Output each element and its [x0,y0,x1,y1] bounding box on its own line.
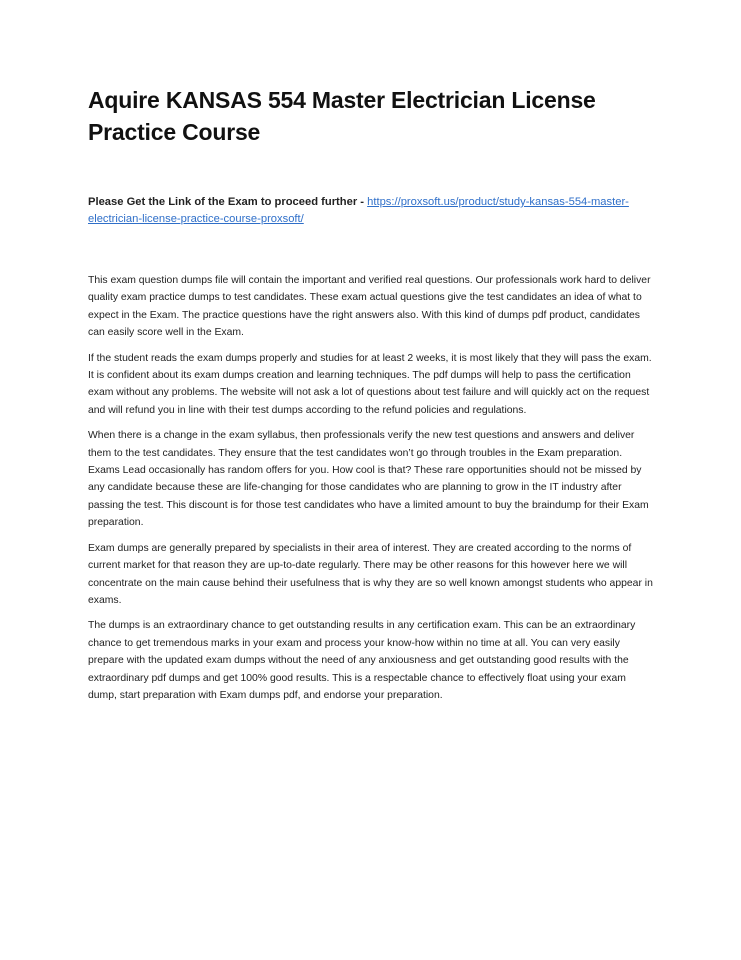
body-paragraph-5: The dumps is an extraordinary chance to get outstanding results in any certification exam. This can be an extraordinary chance to get tremendous marks in your exam and process your know-how within no time at all. You can very easily prepare with the updated exam dumps without the need of any anxiousness and get outstanding good results with the extraordinary pdf dumps and get 100% good results. This is a respectable chance to effectively float using your exam dump, start preparation with Exam dumps pdf, and endorse your preparation. [88,620,636,701]
body-paragraph-1: This exam question dumps file will contain the important and verified real questions. Our professionals work hard to deliver quality exam practice dumps to test candidates. These exam actual questions give the test candidates an idea of what to expect in the Exam. The practice questions have the right answers also. With this kind of dumps pdf product, candidates can easily score well in the Exam. [88,275,651,339]
document-title: Aquire KANSAS 554 Master Electrician License Practice Course [88,87,596,145]
exam-link-paragraph [88,194,653,228]
exam-link[interactable]: https://proxsoft.us/product/study-kansas-554-master-electrician-license-practice-course-proxsoft/ [88,196,629,225]
body-paragraph-3: When there is a change in the exam syllabus, then professionals verify the new test questions and answers and deliver them to the test candidates. They ensure that the test candidates won’t go through troubles in the Exam preparation. Exams Lead occasionally has random offers for you. How cool is that? These rare opportunities should not be missed by any candidate because these are life-changing for those candidates who are planning to grow in the IT industry after passing the test. This discount is for those test candidates who have a limited amount to buy the braindump for their Exam preparation. [88,430,649,529]
exam-link-label: Please Get the Link of the Exam to proceed further - [88,196,368,208]
body-paragraph-2: If the student reads the exam dumps properly and studies for at least 2 weeks, it is most likely that they will pass the exam. It is confident about its exam dumps creation and learning techniques. The pdf dumps will help to pass the certification exam without any problems. The website will not ask a lot of questions about test failure and will quickly act on the request and will refund you in line with their test dumps according to the refund policies and regulations. [88,352,652,416]
body-paragraph-4: Exam dumps are generally prepared by specialists in their area of interest. They are created according to the norms of current market for that reason they are up-to-date regularly. There may be other reasons for this however here we will concentrate on the main cause behind their usefulness that is why they are so well known amongst students who appear in exams. [88,542,653,606]
